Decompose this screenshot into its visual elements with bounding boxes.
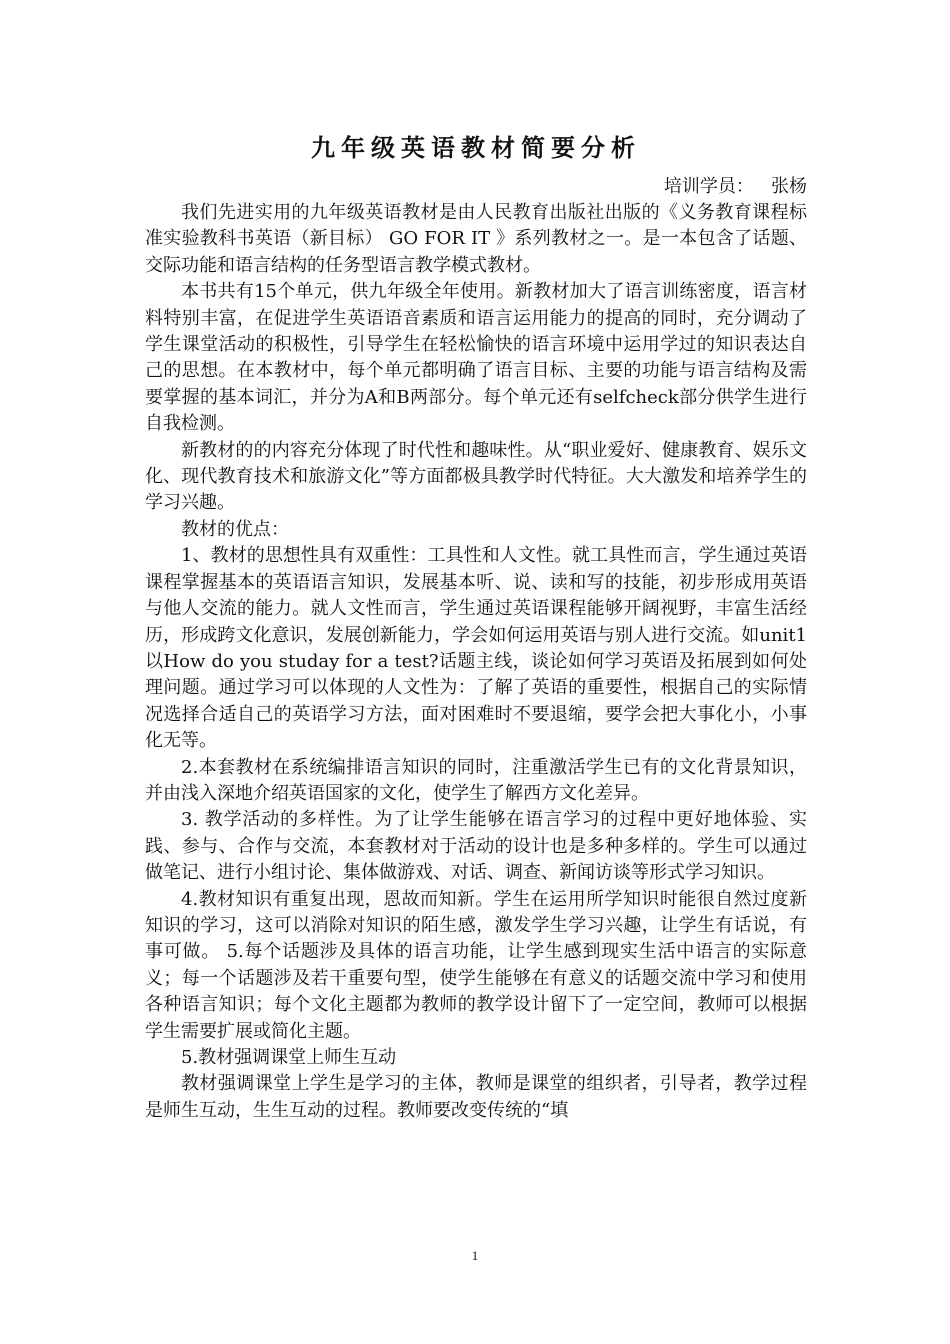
document-title: 九年级英语教材简要分析 [311,134,641,162]
paragraph-units: 本书共有15个单元，供九年级全年使用。新教材加大了语言训练密度，语言材料特别丰富，在促进学生英语语音素质和语言运用能力的提高的同时，充分调动了学生课堂活动的积极性，引导学生在轻松愉快的语言环境中运用学过的知识表达自己的思想。在本教材中，每个单元都明确了语言目标、主要的功能与语言结构及需要掌握的基本词汇，并分为A和B两部分。每个单元还有selfcheck部分供学生进行自我检测。 [145,281,807,435]
page-number: 1 [471,1248,479,1263]
paragraph-point-2: 2.本套教材在系统编排语言知识的同时，注重激活学生已有的文化背景知识，并由浅入深地介绍英语国家的文化，使学生了解西方文化差异。 [145,756,807,804]
paragraph-interaction: 教材强调课堂上学生是学习的主体，教师是课堂的组织者，引导者，教学过程是师生互动，生生互动的过程。教师要改变传统的“填 [145,1073,807,1121]
paragraph-interaction-heading: 5.教材强调课堂上师生互动 [181,1047,397,1068]
paragraph-point-1: 1、教材的思想性具有双重性：工具性和人文性。就工具性而言，学生通过英语课程掌握基本的英语语言知识，发展基本听、说、读和写的技能，初步形成用英语与他人交流的能力。就人文性而言，学生通过英语课程能够开阔视野，丰富生活经历，形成跨文化意识，发展创新能力，学会如何运用英语与别人进行交流。如unit1 以How do you studay for a test?话题主线，谈论如何学习英语及拓展到如何处理问题。通过学习可以体现的人文性为：了解了英语的重要性，根据自己的实际情况选择合适自己的英语学习方法，面对困难时不要退缩，要学会把大事化小，小事化无等。 [145,545,807,752]
paragraph-intro: 我们先进实用的九年级英语教材是由人民教育出版社出版的《义务教育课程标准实验教科书英语（新目标） GO FOR IT 》系列教材之一。是一本包含了话题、交际功能和语言结构的任务型语言教学模式教材。 [145,202,807,276]
paragraph-point-3: 3. 教学活动的多样性。为了让学生能够在语言学习的过程中更好地体验、实践、参与、合作与交流，本套教材对于活动的设计也是多种多样的。学生可以通过做笔记、进行小组讨论、集体做游戏、对话、调查、新闻访谈等形式学习知识。 [145,809,807,884]
author-line: 培训学员： 张杨 [663,176,807,197]
paragraph-advantages-heading: 教材的优点： [181,518,289,540]
paragraph-content: 新教材的的内容充分体现了时代性和趣味性。从“职业爱好、健康教育、娱乐文化、现代教育技术和旅游文化”等方面都极具教学时代特征。大大激发和培养学生的学习兴趣。 [145,439,807,514]
document-page [145,130,807,1124]
paragraph-point-4-5: 4.教材知识有重复出现，恩故而知新。学生在运用所学知识时能很自然过度新知识的学习，这可以消除对知识的陌生感，激发学生学习兴趣，让学生有话说，有事可做。 5.每个话题涉及具体的语言功能，让学生感到现实生活中语言的实际意义；每一个话题涉及若干重要句型，使学生能够在有意义的话题交流中学习和使用各种语言知识；每个文化主题都为教师的教学设计留下了一定空间，教师可以根据学生需要扩展或简化主题。 [145,888,807,1042]
